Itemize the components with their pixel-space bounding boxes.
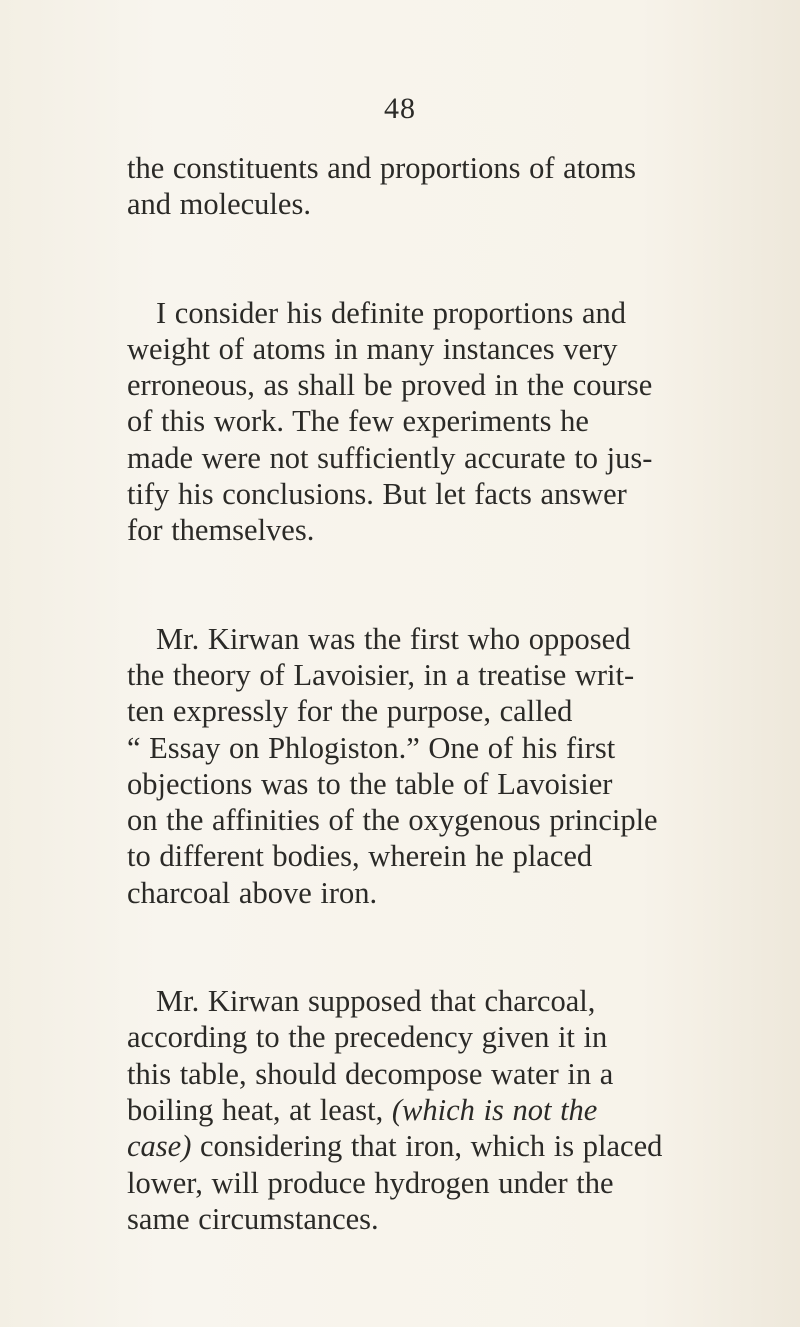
text-line: same circumstances. bbox=[127, 1201, 379, 1236]
text-line: charcoal above iron. bbox=[127, 875, 378, 910]
italic-text: case) bbox=[127, 1129, 192, 1164]
text-segment: boiling heat, at least, bbox=[127, 1092, 384, 1127]
text-line: Mr. Kirwan was the first who opposed bbox=[156, 621, 631, 656]
text-segment: considering that iron, which is placed bbox=[199, 1129, 663, 1164]
italic-text: (which is not the bbox=[391, 1092, 598, 1127]
text-line: according to the precedency given it in bbox=[127, 1020, 608, 1055]
page-number: 48 bbox=[384, 92, 416, 125]
text-line: ten expressly for the purpose, called bbox=[127, 694, 573, 729]
text-line: lower, will produce hydrogen under the bbox=[127, 1165, 614, 1200]
text-line: tify his conclusions. But let facts answer bbox=[127, 477, 627, 512]
paragraph-3 bbox=[127, 621, 702, 911]
text-line: the theory of Lavoisier, in a treatise writ- bbox=[127, 657, 635, 692]
text-line: and molecules. bbox=[127, 187, 311, 222]
text-line: objections was to the table of Lavoisier bbox=[127, 766, 613, 801]
text-line: weight of atoms in many instances very bbox=[127, 331, 618, 366]
paragraph-1 bbox=[127, 150, 702, 223]
text-line: for themselves. bbox=[127, 513, 315, 548]
text-line: the constituents and proportions of atoms bbox=[127, 151, 637, 185]
text-line: erroneous, as shall be proved in the course bbox=[127, 368, 653, 403]
text-line: this table, should decompose water in a bbox=[127, 1056, 614, 1091]
text-line: on the affinities of the oxygenous principle bbox=[127, 803, 658, 838]
text-line: of this work. The few experiments he bbox=[127, 404, 589, 439]
paragraph-4 bbox=[127, 983, 702, 1237]
text-line: “ Essay on Phlogiston.” One of his first bbox=[127, 730, 616, 765]
text-line: to different bodies, wherein he placed bbox=[127, 839, 593, 874]
text-line bbox=[127, 1128, 702, 1164]
text-line: I consider his definite proportions and bbox=[156, 295, 627, 330]
text-line: Mr. Kirwan supposed that charcoal, bbox=[156, 984, 596, 1019]
text-line bbox=[127, 1092, 702, 1128]
paragraph-2 bbox=[127, 295, 702, 549]
text-line: made were not sufficiently accurate to jus- bbox=[127, 440, 653, 475]
body-text bbox=[127, 150, 702, 1237]
